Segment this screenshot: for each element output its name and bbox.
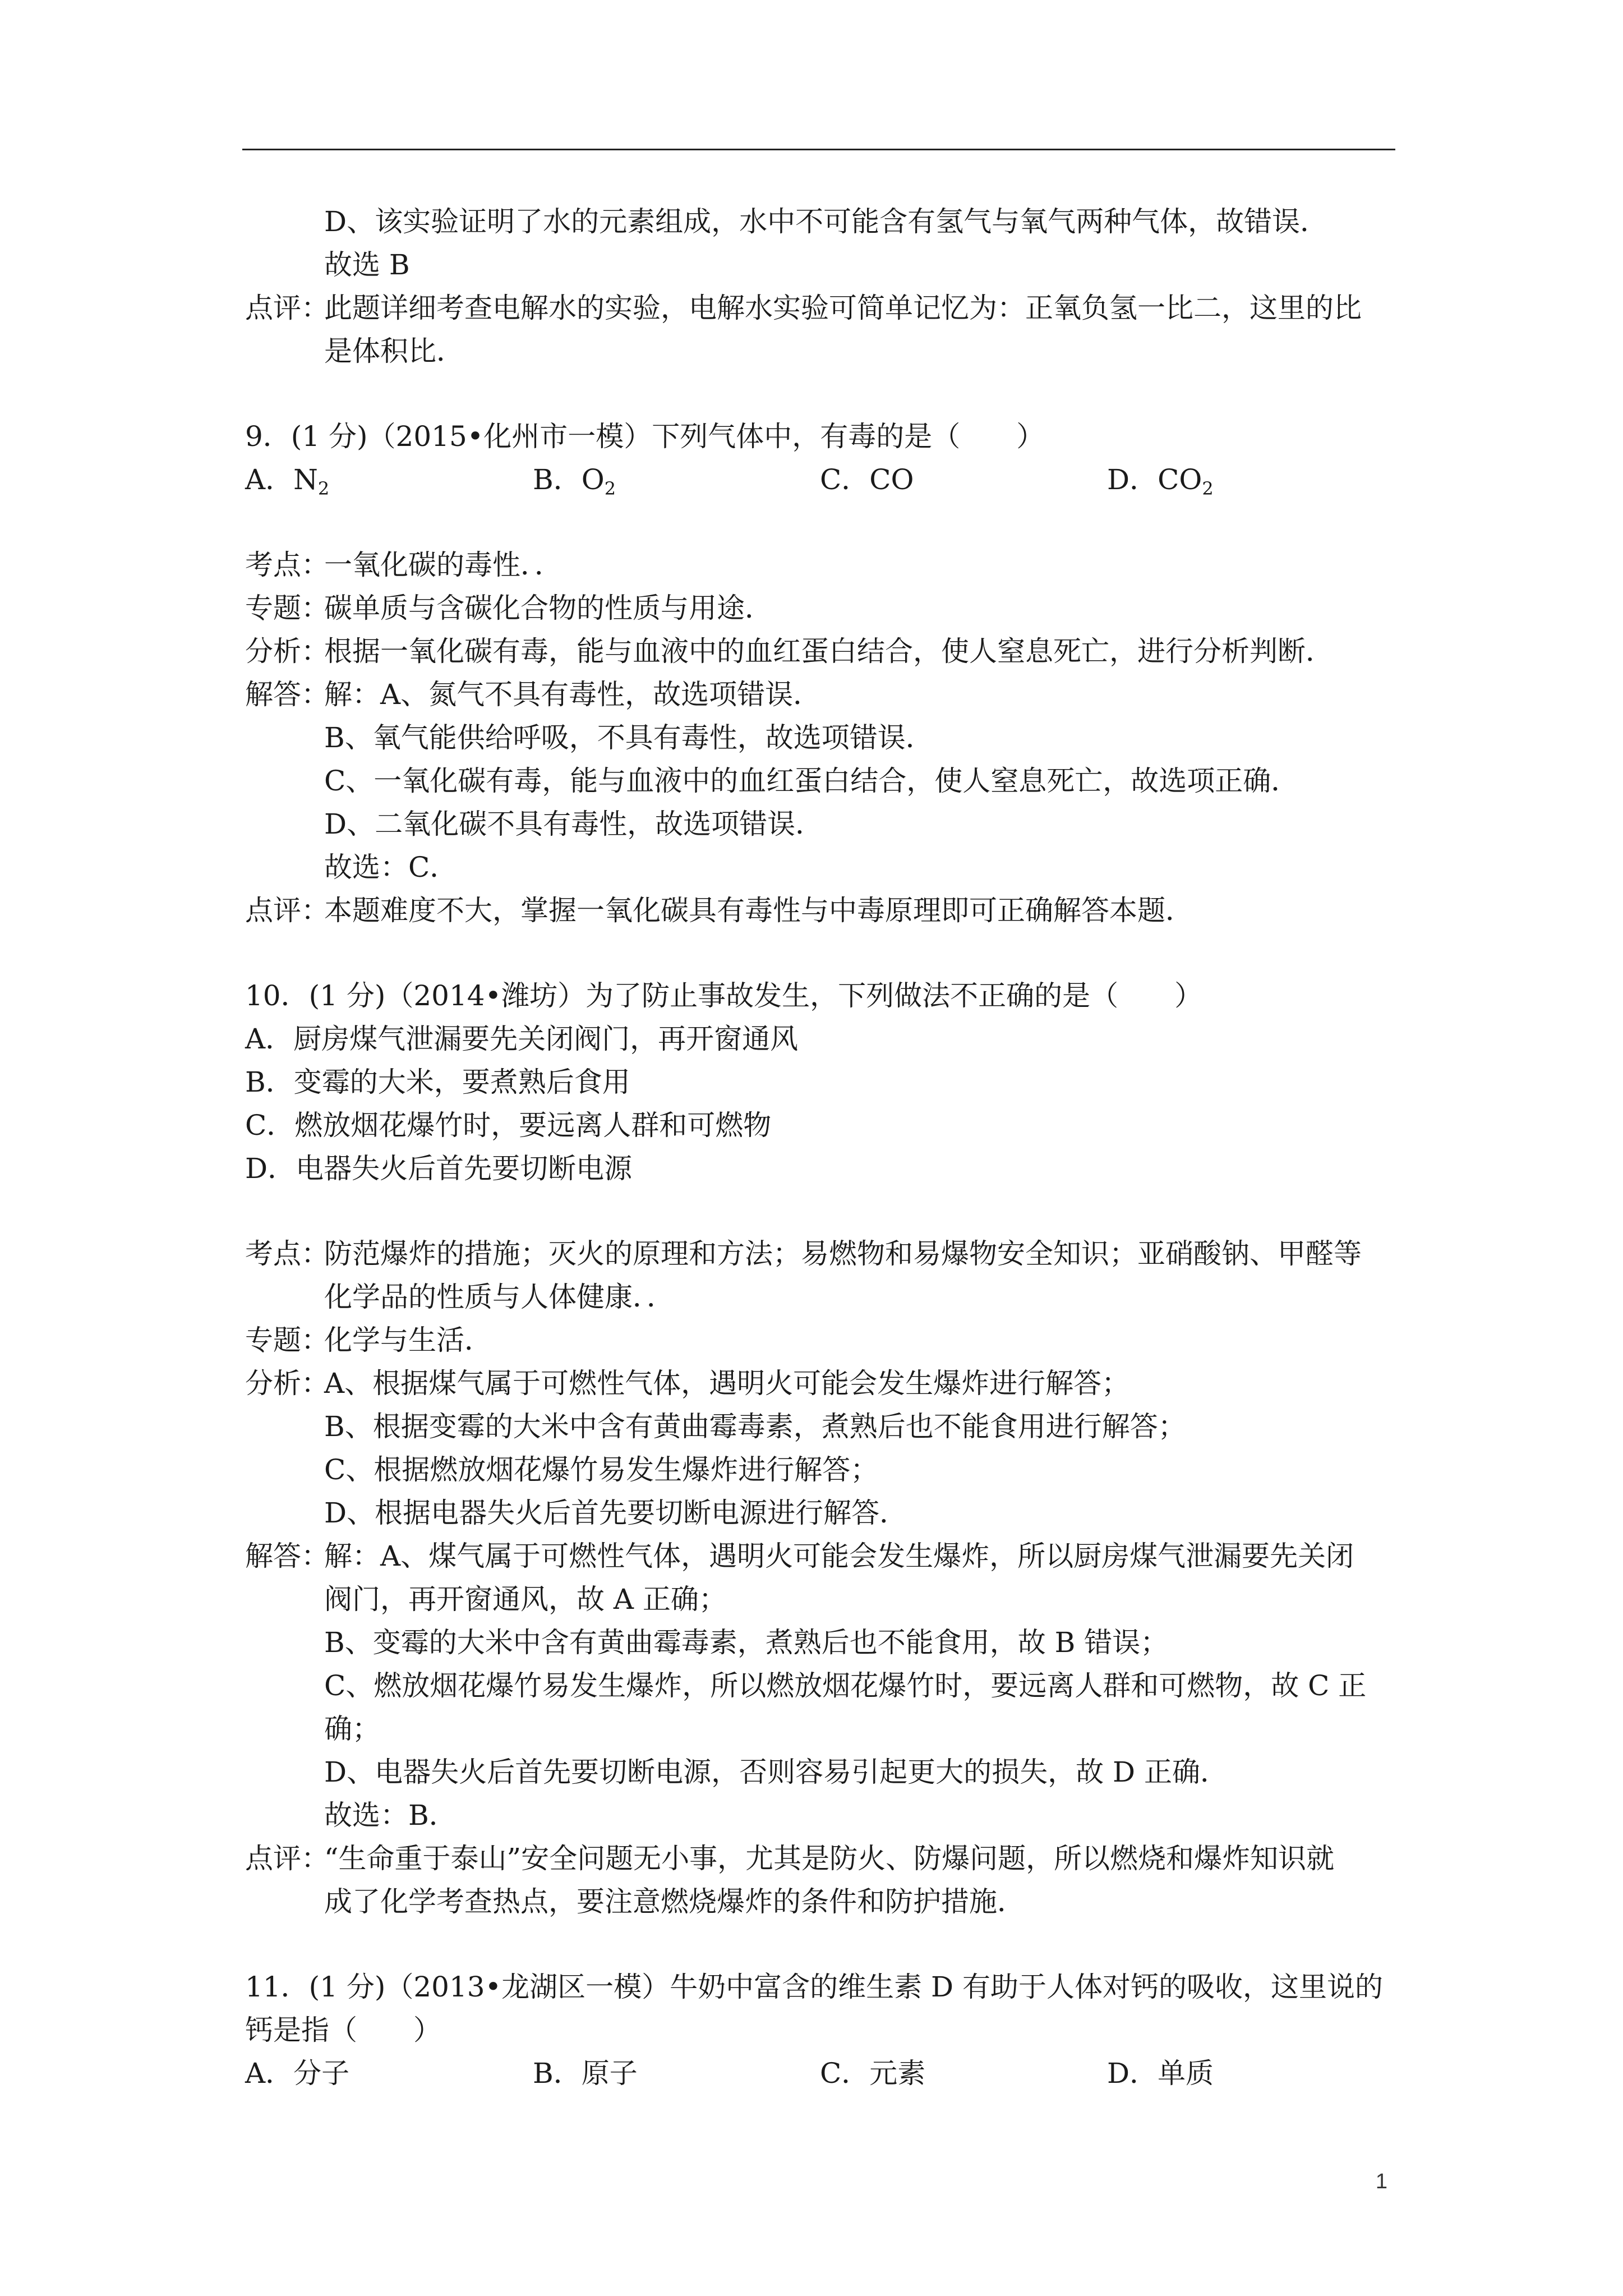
prev-comment-label: 点评： [245,292,329,324]
q9-jieda-line: C、一氧化碳有毒，能与血液中的血红蛋白结合，使人窒息死亡，故选项正确． [324,765,1299,797]
q9-option-b[interactable]: B．$O_2$ [533,463,616,499]
q10-jieda-line: B、变霉的大米中含有黄曲霉毒素，煮熟后也不能食用，故 B 错误； [324,1626,1169,1659]
q9-option-a[interactable]: A．$N_2$ [245,463,330,499]
q10-stem: 10．(1 分)（2014•潍坊）为了防止事故发生，下列做法不正确的是（ ） [245,979,1203,1012]
q10-jieda-line: 确； [324,1713,380,1745]
q10-fenxi-line: C、根据燃放烟花爆竹易发生爆炸进行解答； [324,1453,879,1486]
q9-kaodian: 一氧化碳的毒性．． [324,549,562,581]
q9-dianping: 本题难度不大，掌握一氧化碳具有毒性与中毒原理即可正确解答本题． [324,894,1193,927]
q9-zhuanti-label: 专题： [245,592,329,624]
q10-dianping-line-2: 成了化学考查热点，要注意燃烧爆炸的条件和防护措施． [324,1885,1025,1918]
prev-comment-line-1: 此题详细考查电解水的实验，电解水实验可简单记忆为：正氧负氢一比二，这里的比 [324,292,1362,324]
prev-option-d-explanation: D、该实验证明了水的元素组成，水中不可能含有氢气与氧气两种气体，故错误． [324,205,1329,238]
prev-answer: 故选 B [324,249,410,281]
q10-kaodian-line-1: 防范爆炸的措施；灭火的原理和方法；易燃物和易爆物安全知识；亚硝酸钠、甲醛等 [324,1237,1362,1270]
q10-fenxi-line: A、根据煤气属于可燃性气体，遇明火可能会发生爆炸进行解答； [324,1367,1130,1400]
q9-jieda-label: 解答： [245,678,329,711]
q10-answer: 故选：B． [324,1799,457,1832]
q10-kaodian-line-2: 化学品的性质与人体健康．． [324,1281,675,1313]
q11-option-d[interactable]: D．单质 [1107,2057,1214,2090]
q11-option-c[interactable]: C．元素 [820,2057,926,2090]
q10-option-c[interactable]: C．燃放烟花爆竹时，要远离人群和可燃物 [245,1109,772,1142]
q10-jieda-line: D、电器失火后首先要切断电源，否则容易引起更大的损失，故 D 正确． [324,1756,1228,1788]
q10-zhuanti: 化学与生活． [324,1324,492,1356]
q10-jieda-line: 阀门，再开窗通风，故 A 正确； [324,1583,727,1616]
q9-dianping-label: 点评： [245,894,329,927]
q9-option-d[interactable]: D．$CO_2$ [1107,463,1214,499]
q10-zhuanti-label: 专题： [245,1324,329,1356]
q9-jieda-line: D、二氧化碳不具有毒性，故选项错误． [324,808,824,840]
q10-fenxi-line: D、根据电器失火后首先要切断电源进行解答． [324,1497,908,1529]
q9-fenxi-label: 分析： [245,635,329,668]
q9-fenxi: 根据一氧化碳有毒，能与血液中的血红蛋白结合，使人窒息死亡，进行分析判断． [324,635,1334,668]
header-rule [242,149,1395,150]
q11-stem-line-1: 11．(1 分)（2013•龙湖区一模）牛奶中富含的维生素 D 有助于人体对钙的吸收，这里说的 [245,1971,1383,2003]
q10-option-b[interactable]: B．变霉的大米，要煮熟后食用 [245,1066,630,1098]
q10-fenxi-line: B、根据变霉的大米中含有黄曲霉毒素，煮熟后也不能食用进行解答； [324,1410,1186,1443]
q10-kaodian-label: 考点： [245,1237,329,1270]
q10-jieda-line: 解：A、煤气属于可燃性气体，遇明火可能会发生爆炸，所以厨房煤气泄漏要先关闭 [324,1540,1354,1572]
q9-kaodian-label: 考点： [245,549,329,581]
q11-stem-line-2: 钙是指（ ） [245,2014,441,2046]
q11-option-a[interactable]: A．分子 [245,2057,350,2090]
q11-option-b[interactable]: B．原子 [533,2057,638,2090]
q10-dianping-label: 点评： [245,1842,329,1875]
q10-dianping-line-1: “生命重于泰山”安全问题无小事，尤其是防火、防爆问题，所以燃烧和爆炸知识就 [324,1842,1335,1875]
page-number: 1 [1375,2170,1387,2193]
q10-option-a[interactable]: A．厨房煤气泄漏要先关闭阀门，再开窗通风 [245,1023,799,1055]
q9-jieda-line: B、氧气能供给呼吸，不具有毒性，故选项错误． [324,721,934,754]
q10-fenxi-label: 分析： [245,1367,329,1400]
q9-stem: 9．(1 分)（2015•化州市一模）下列气体中，有毒的是（ ） [245,420,1045,453]
q10-option-d[interactable]: D．电器失火后首先要切断电源 [245,1152,633,1185]
q9-option-c[interactable]: C．CO [820,463,914,496]
q9-jieda-line: 解：A、氮气不具有毒性，故选项错误． [324,678,822,711]
q9-answer: 故选：C． [324,851,458,884]
q9-zhuanti: 碳单质与含碳化合物的性质与用途． [324,592,773,624]
prev-comment-line-2: 是体积比． [324,335,464,367]
q10-jieda-line: C、燃放烟花爆竹易发生爆炸，所以燃放烟花爆竹时，要远离人群和可燃物，故 C 正 [324,1669,1367,1702]
q10-jieda-label: 解答： [245,1540,329,1572]
